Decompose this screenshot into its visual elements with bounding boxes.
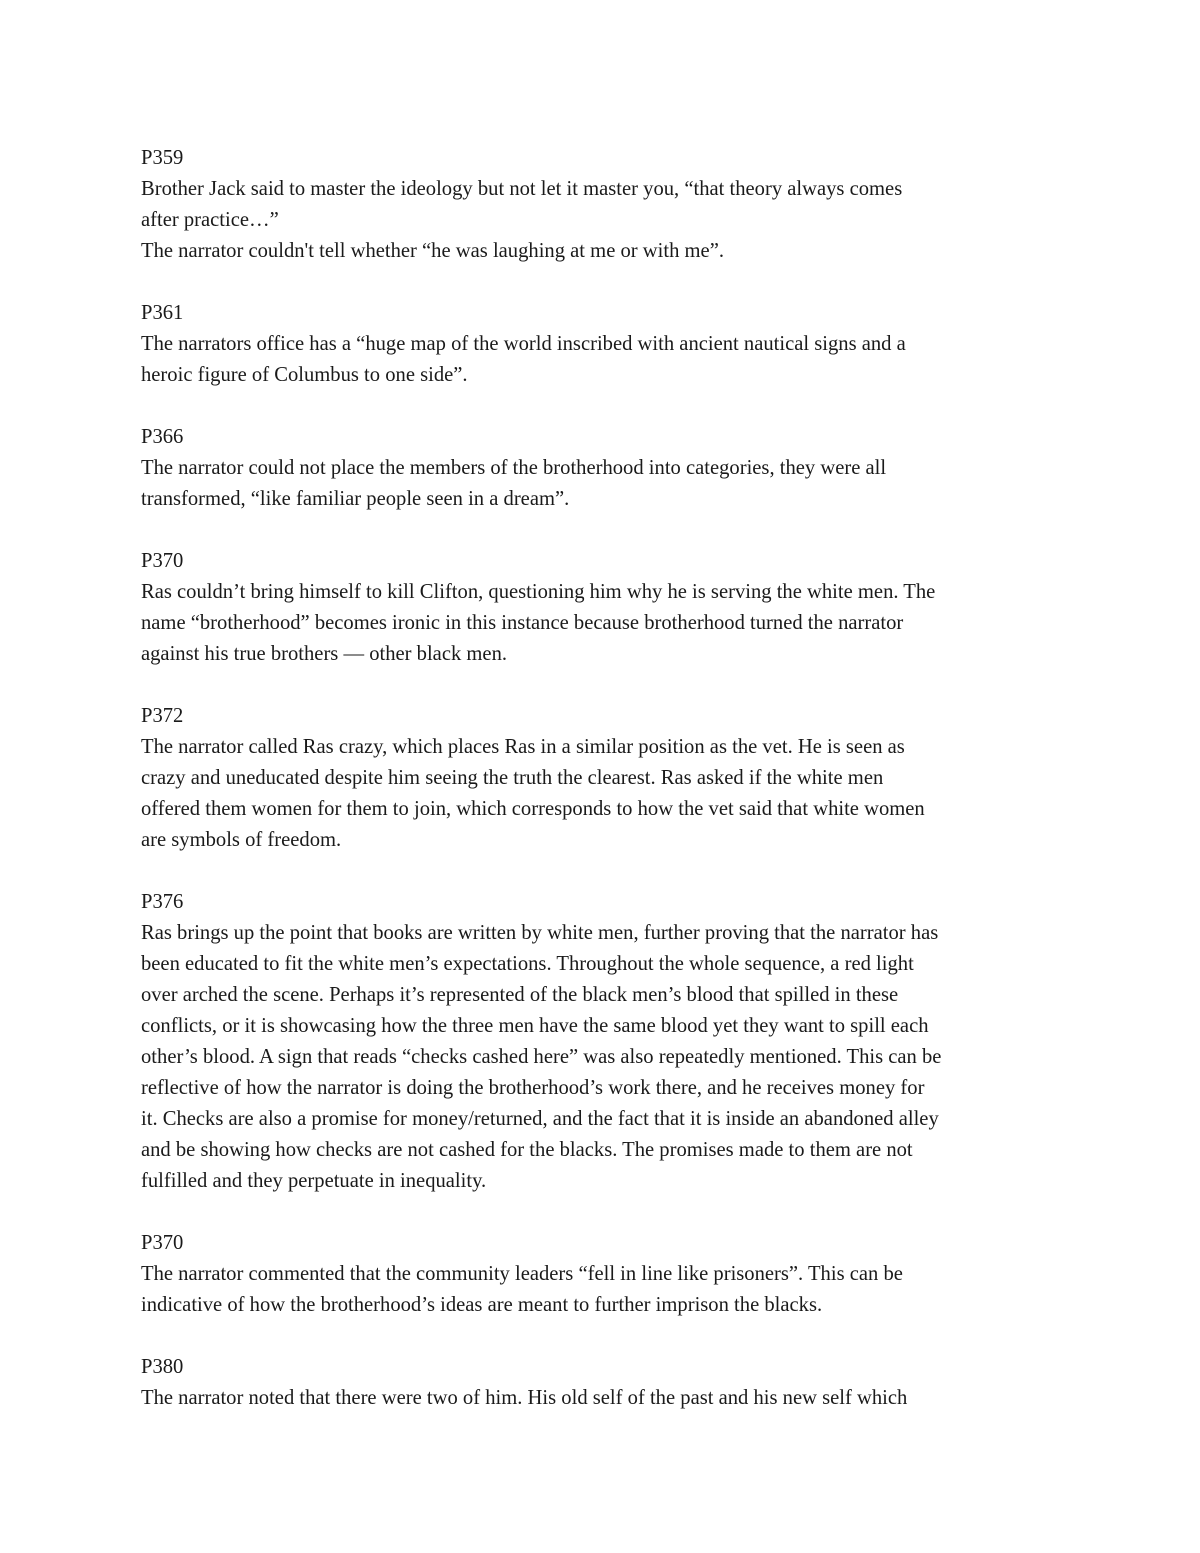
page-number-label: P372 [141,705,184,727]
note-entry [141,1352,1061,1414]
note-text-line: been educated to fit the white men’s expectations. Throughout the whole sequence, a red light [141,953,914,975]
note-text-line: reflective of how the narrator is doing the brotherhood’s work there, and he receives money for [141,1077,925,1099]
note-text-line: name “brotherhood” becomes ironic in this instance because brotherhood turned the narrator [141,612,904,634]
page-number-label: P370 [141,550,184,572]
page-number-label: P370 [141,1232,184,1254]
note-entry [141,546,1061,670]
note-text-line: fulfilled and they perpetuate in inequality. [141,1170,487,1192]
note-text-line: The narrator commented that the community leaders “fell in line like prisoners”. This can be [141,1263,903,1285]
page-number-label: P359 [141,147,184,169]
note-text-line: it. Checks are also a promise for money/returned, and the fact that it is inside an abandoned alley [141,1108,939,1130]
note-entry [141,1228,1061,1321]
note-text-line: The narrator noted that there were two of him. His old self of the past and his new self which [141,1387,908,1409]
note-entry [141,298,1061,391]
note-text-line: Brother Jack said to master the ideology but not let it master you, “that theory always comes [141,178,903,200]
note-text-line: The narrator couldn't tell whether “he was laughing at me or with me”. [141,240,724,262]
note-text-line: after practice…” [141,209,279,231]
note-text-line: The narrator could not place the members of the brotherhood into categories, they were all [141,457,887,479]
note-text-line: crazy and uneducated despite him seeing the truth the clearest. Ras asked if the white men [141,767,884,789]
note-text-line: The narrator called Ras crazy, which places Ras in a similar position as the vet. He is seen as [141,736,905,758]
page-number-label: P376 [141,891,184,913]
note-text-line: offered them women for them to join, which corresponds to how the vet said that white women [141,798,925,820]
note-text-line: transformed, “like familiar people seen in a dream”. [141,488,570,510]
note-text-line: and be showing how checks are not cashed for the blacks. The promises made to them are not [141,1139,913,1161]
page-number-label: P366 [141,426,184,448]
note-text-line: conflicts, or it is showcasing how the three men have the same blood yet they want to spill each [141,1015,929,1037]
page-number-label: P361 [141,302,184,324]
note-entry [141,422,1061,515]
note-text-line: other’s blood. A sign that reads “checks cashed here” was also repeatedly mentioned. This can be [141,1046,942,1068]
note-text-line: are symbols of freedom. [141,829,342,851]
page-number-label: P380 [141,1356,184,1378]
note-text-line: indicative of how the brotherhood’s ideas are meant to further imprison the blacks. [141,1294,823,1316]
note-entry [141,701,1061,856]
note-text-line: Ras couldn’t bring himself to kill Clifton, questioning him why he is serving the white men. The [141,581,936,603]
note-text-line: The narrators office has a “huge map of the world inscribed with ancient nautical signs and a [141,333,906,355]
note-text-line: Ras brings up the point that books are written by white men, further proving that the narrator has [141,922,939,944]
note-text-line: heroic figure of Columbus to one side”. [141,364,468,386]
document-page [141,143,1061,1445]
note-text-line: over arched the scene. Perhaps it’s represented of the black men’s blood that spilled in these [141,984,899,1006]
note-entry [141,887,1061,1197]
note-text-line: against his true brothers — other black men. [141,643,508,665]
note-entry [141,143,1061,267]
